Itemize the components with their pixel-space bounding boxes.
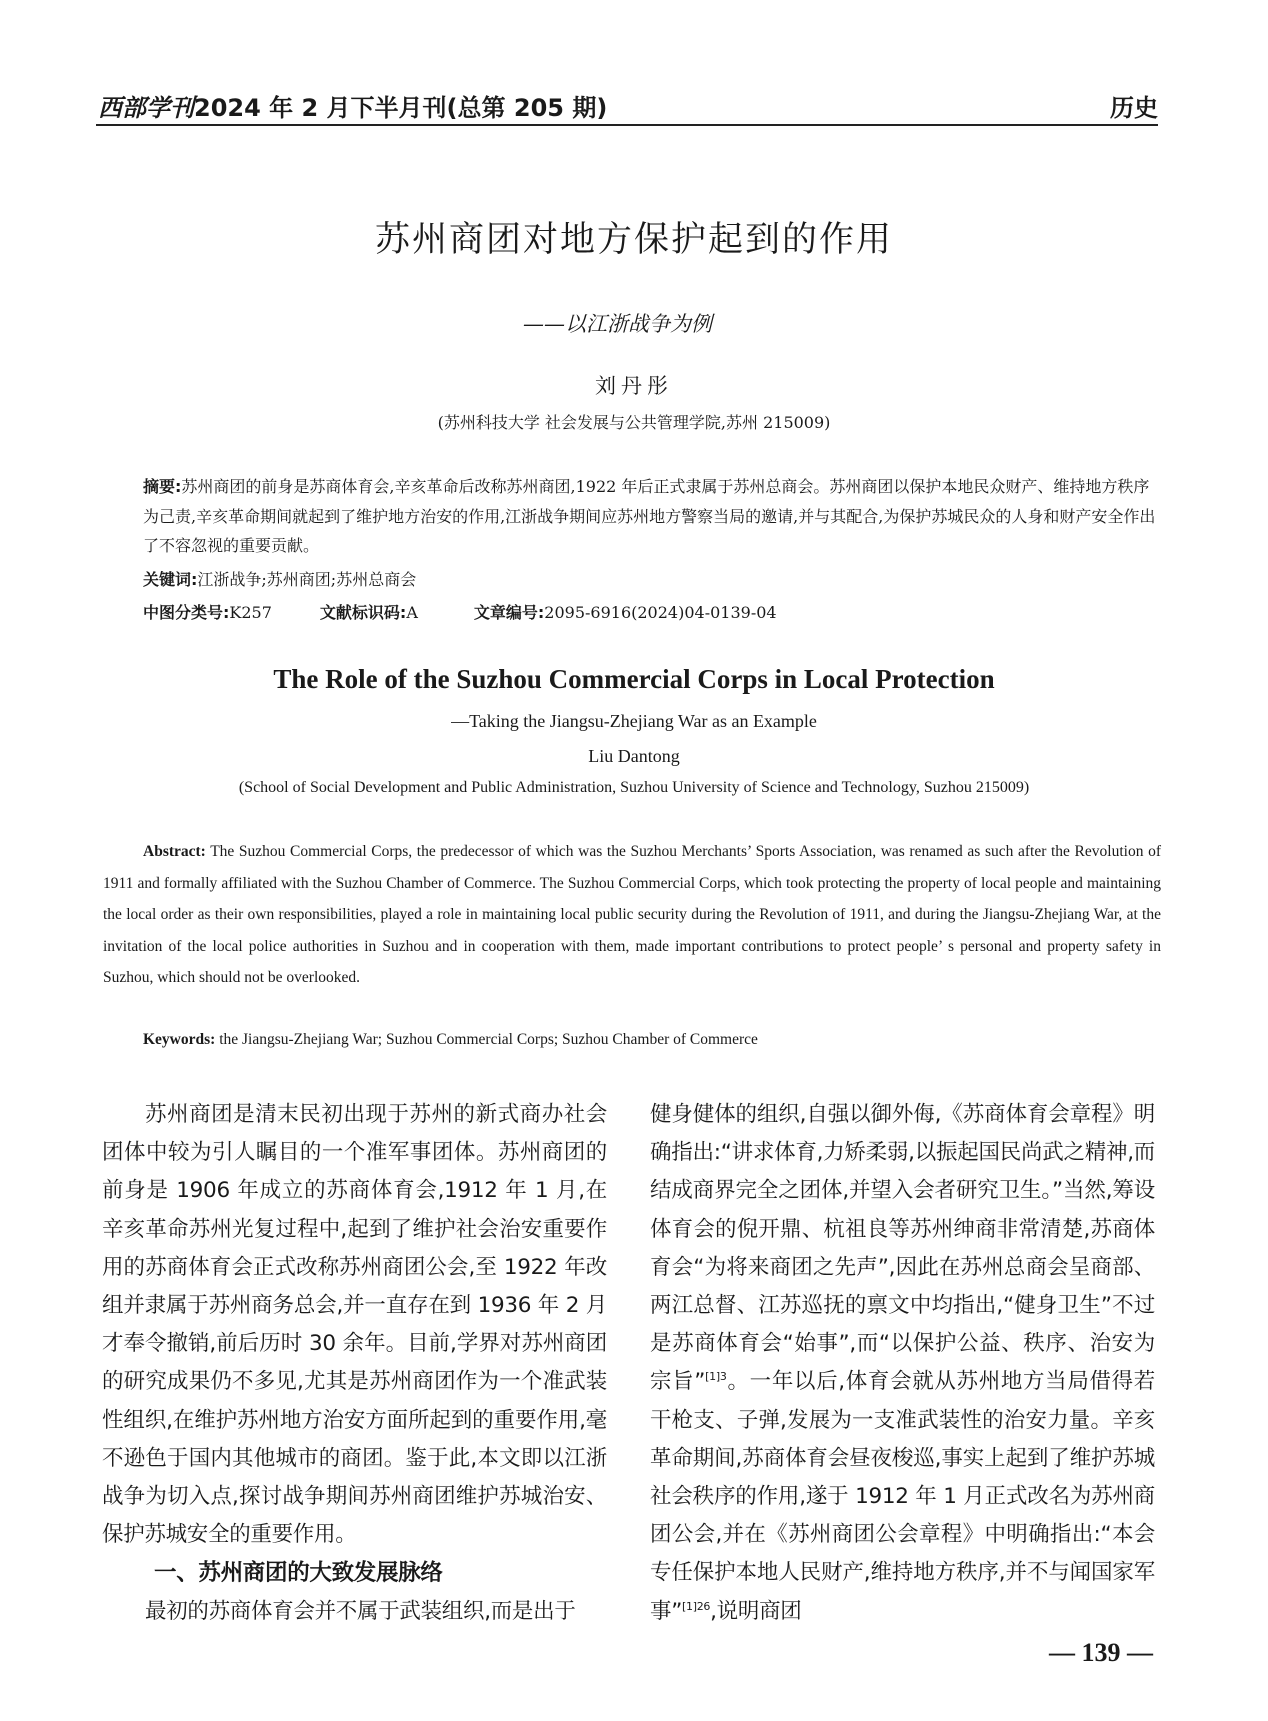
subtitle-cn: ——以江浙战争为例 bbox=[523, 312, 712, 336]
article-id-value: 2095-6916(2024)04-0139-04 bbox=[544, 603, 777, 622]
keywords-cn-text: 江浙战争;苏州商团;苏州总商会 bbox=[197, 570, 417, 589]
abstract-cn bbox=[143, 472, 1159, 561]
body-text: ,说明商团 bbox=[710, 1598, 802, 1624]
doc-code-label: 文献标识码: bbox=[319, 603, 407, 622]
body-right-column bbox=[650, 1096, 1155, 1631]
section-label: 历史 bbox=[1110, 94, 1158, 122]
section-heading: 一、苏州商团的大致发展脉络 bbox=[154, 1560, 443, 1587]
title-cn: 苏州商团对地方保护起到的作用 bbox=[374, 220, 893, 260]
author-cn: 刘丹彤 bbox=[595, 374, 673, 398]
abstract-en-text: The Suzhou Commercial Corps, the predecessor of which was the Suzhou Merchants’ Sports Association, was renamed as such after the Revolution of 1911 and formally affiliated with the Suzhou Chamber of Commerce. The Suzhou Commercial Corps, which took protecting the property of local people and maintaining the local order as their own responsibilities, played a role in maintaining local public security during the Revolution of 1911, and during the Jiangsu-Zhejiang War, at the invitation of the local police authorities in Suzhou and in cooperation with them, made important contributions to protect people’ s personal and property safety in Suzhou, which should not be overlooked. bbox=[103, 843, 1161, 986]
keywords-cn bbox=[143, 567, 416, 590]
clc-value: K257 bbox=[229, 603, 272, 622]
citation: [1]26 bbox=[682, 1599, 711, 1613]
subtitle-en: —Taking the Jiangsu-Zhejiang War as an Example bbox=[451, 711, 817, 731]
page-number: — 139 — bbox=[1049, 1638, 1153, 1667]
title-en: The Role of the Suzhou Commercial Corps in Local Protection bbox=[273, 664, 995, 694]
affiliation-en: (School of Social Development and Public Administration, Suzhou University of Science and Technology, Suzhou 215009) bbox=[238, 779, 1030, 796]
abstract-cn-label: 摘要: bbox=[143, 477, 182, 496]
clc-label: 中图分类号: bbox=[143, 603, 230, 622]
body-paragraph-continued bbox=[650, 1096, 1155, 1631]
running-head-left bbox=[98, 88, 607, 123]
author-en: Liu Dantong bbox=[588, 746, 680, 766]
abstract-en-label: Abstract: bbox=[143, 843, 206, 860]
body-paragraph: 苏州商团是清末民初出现于苏州的新式商办社会团体中较为引人瞩目的一个准军事团体。苏州商团的前身是 1906 年成立的苏商体育会,1912 年 1 月,在辛亥革命苏州光复过程中,起到了维护社会治安重要作用的苏商体育会正式改称苏州商团公会,至 1922 年改组并隶属于苏州商务总会,并一直存在到 1936 年 2 月才奉令撤销,前后历时 30 余年。目前,学界对苏州商团的研究成果仍不多见,尤其是苏州商团作为一个准武装性组织,在维护苏州地方治安方面所起到的重要作用,毫不逊色于国内其他城市的商团。鉴于此,本文即以江浙战争为切入点,探讨战争期间苏州商团维护苏城治安、保护苏城安全的重要作用。 bbox=[102, 1102, 607, 1548]
header-rule bbox=[96, 124, 1158, 126]
affiliation-cn: (苏州科技大学 社会发展与公共管理学院,苏州 215009) bbox=[437, 413, 831, 432]
abstract-en bbox=[103, 836, 1161, 994]
classification-row bbox=[143, 600, 777, 623]
abstract-cn-text: 苏州商团的前身是苏商体育会,辛亥革命后改称苏州商团,1922 年后正式隶属于苏州总商会。苏州商团以保护本地民众财产、维持地方秩序为己责,辛亥革命期间就起到了维护地方治安的作用,江浙战争期间应苏州地方警察当局的邀请,并与其配合,为保护苏城民众的人身和财产安全作出了不容忽视的重要贡献。 bbox=[143, 477, 1156, 555]
keywords-en-text: the Jiangsu-Zhejiang War; Suzhou Commercial Corps; Suzhou Chamber of Commerce bbox=[219, 1031, 758, 1048]
doc-code-value: A bbox=[406, 603, 418, 622]
article-id-label: 文章编号: bbox=[473, 603, 545, 622]
keywords-cn-label: 关键词: bbox=[143, 570, 198, 589]
citation: [1]3 bbox=[705, 1370, 727, 1384]
keywords-en-label: Keywords: bbox=[143, 1031, 216, 1048]
body-text: 健身健体的组织,自强以御外侮,《苏商体育会章程》明确指出:“讲求体育,力矫柔弱,以振起国民尚武之精神,而结成商界完全之团体,并望入会者研究卫生。”当然,筹设体育会的倪开鼎、杭祖良等苏州绅商非常清楚,苏商体育会“为将来商团之先声”,因此在苏州总商会呈商部、两江总督、江苏巡抚的禀文中均指出,“健身卫生”不过是苏商体育会“始事”,而“以保护公益、秩序、治安为宗旨” bbox=[650, 1102, 1155, 1395]
body-paragraph: 最初的苏商体育会并不属于武装组织,而是出于 bbox=[145, 1598, 576, 1624]
keywords-en bbox=[143, 1031, 758, 1049]
journal-name: 西部学刊 bbox=[98, 93, 194, 122]
body-text: 。一年以后,体育会就从苏州地方当局借得若干枪支、子弹,发展为一支准武装性的治安力量。辛亥革命期间,苏商体育会昼夜梭巡,事实上起到了维护苏城社会秩序的作用,遂于 1912 年 1 月正式改名为苏州商团公会,并在《苏州商团公会章程》中明确指出:“本会专任保护本地人民财产,维持地方秩序,并不与闻国家军事” bbox=[650, 1369, 1155, 1624]
issue-info: 2024 年 2 月下半月刊(总第 205 期) bbox=[194, 94, 608, 122]
body-left-column bbox=[102, 1096, 607, 1631]
